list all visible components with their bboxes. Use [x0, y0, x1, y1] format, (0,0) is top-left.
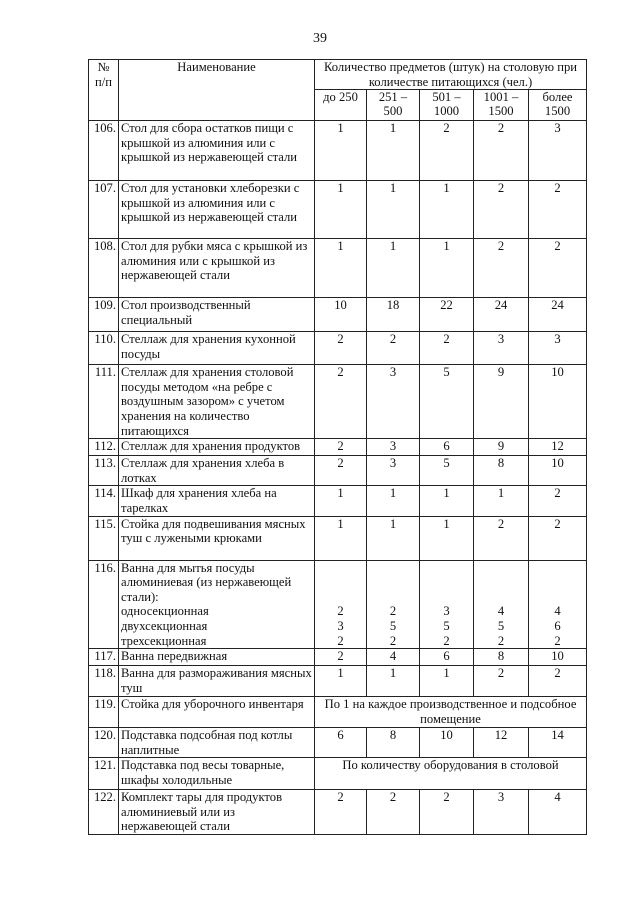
value-cell: 8 — [367, 728, 420, 758]
merged-value: По 1 на каждое производственное и подсобное помещение — [315, 697, 587, 728]
value-sub: 6 — [554, 618, 561, 633]
value-cell: 10 — [529, 365, 587, 439]
row-name: Подставка под весы товарные, шкафы холодильные — [119, 758, 315, 790]
row-number: 121. — [89, 758, 119, 790]
value-cell: 9 — [474, 439, 529, 456]
value-cell: 2 — [474, 239, 529, 298]
value-cell: 12 — [529, 439, 587, 456]
table-row — [89, 758, 587, 790]
table-row — [89, 298, 587, 332]
table-row — [89, 239, 587, 298]
value-cell: 5 — [420, 365, 474, 439]
value-cell: 2 — [420, 121, 474, 181]
row-name: Стеллаж для хранения столовой посуды методом «на ребре с воздушным зазором» с учетом хранения на количество питающихся — [119, 365, 315, 439]
row-name: Стеллаж для хранения продуктов — [119, 439, 315, 456]
row-name: Шкаф для хранения хлеба на тарелках — [119, 486, 315, 516]
value-cell: 12 — [474, 728, 529, 758]
row-number: 118. — [89, 666, 119, 697]
value-sub: 3 — [337, 618, 344, 633]
table-row — [89, 456, 587, 486]
row-name: Ванна передвижная — [119, 649, 315, 666]
value-cell: 1 — [420, 486, 474, 516]
row-name: Подставка подсобная под котлы наплитные — [119, 728, 315, 758]
value-cell: 4 — [367, 649, 420, 666]
value-cell: 2 — [529, 666, 587, 697]
row-name: Стол для установки хлеборезки с крышкой из алюминия или с крышкой из нержавеющей стали — [119, 181, 315, 239]
row-name-main: Ванна для мытья посуды алюминиевая (из нержавеющей стали): — [121, 560, 292, 604]
value-cell: 1 — [420, 181, 474, 239]
value-cell: 3 — [474, 332, 529, 365]
header-row — [89, 60, 587, 90]
value-cell: 24 — [529, 298, 587, 332]
value-cell: 10 — [529, 456, 587, 486]
row-number: 116. — [89, 560, 119, 649]
page-number: 39 — [313, 31, 327, 46]
value-sub: 2 — [389, 633, 397, 648]
table-row — [89, 516, 587, 560]
row-name: Комплект тары для продуктов алюминиевый или из нержавеющей стали — [119, 790, 315, 835]
row-subname: односекционная — [121, 604, 209, 619]
value-cell: 10 — [529, 649, 587, 666]
row-name: Стеллаж для хранения кухонной посуды — [119, 332, 315, 365]
value-cell: 1 — [315, 666, 367, 697]
table-row — [89, 121, 587, 181]
value-cell: 1 — [420, 239, 474, 298]
value-sub: 2 — [443, 633, 450, 648]
row-number: 119. — [89, 697, 119, 728]
table-row — [89, 332, 587, 365]
value-sub: 2 — [497, 633, 505, 648]
value-cell: 1 — [420, 516, 474, 560]
value-cell: 4 — [529, 790, 587, 835]
merged-value: По количеству оборудования в столовой — [315, 758, 587, 790]
value-cell: 22 — [420, 298, 474, 332]
value-cell: 2 — [315, 332, 367, 365]
value-cell — [474, 560, 529, 649]
row-name: Стол производственный специальный — [119, 298, 315, 332]
value-cell: 1 — [315, 516, 367, 560]
value-cell — [315, 560, 367, 649]
value-cell: 2 — [529, 516, 587, 560]
value-cell: 2 — [529, 181, 587, 239]
row-name: Ванна для размораживания мясных туш — [119, 666, 315, 697]
value-cell: 8 — [474, 649, 529, 666]
value-sub: 5 — [443, 618, 450, 633]
value-cell: 1 — [420, 666, 474, 697]
row-number: 114. — [89, 486, 119, 516]
value-cell: 8 — [474, 456, 529, 486]
value-sub: 4 — [497, 604, 505, 619]
value-cell — [420, 560, 474, 649]
value-cell: 3 — [367, 439, 420, 456]
table-row — [89, 365, 587, 439]
row-name: Стеллаж для хранения хлеба в лотках — [119, 456, 315, 486]
table-body — [89, 121, 587, 835]
value-cell: 18 — [367, 298, 420, 332]
row-number: 113. — [89, 456, 119, 486]
row-number: 115. — [89, 516, 119, 560]
table-row — [89, 181, 587, 239]
value-cell: 1 — [367, 239, 420, 298]
row-name: Стол для рубки мяса с крышкой из алюминия или с крышкой из нержавеющей стали — [119, 239, 315, 298]
table-row — [89, 790, 587, 835]
value-cell: 10 — [420, 728, 474, 758]
value-cell: 3 — [367, 456, 420, 486]
value-cell: 2 — [474, 516, 529, 560]
value-cell: 1 — [367, 181, 420, 239]
value-cell: 2 — [474, 181, 529, 239]
value-cell: 1 — [367, 666, 420, 697]
value-sub: 5 — [497, 618, 505, 633]
table-row — [89, 560, 587, 649]
row-number: 120. — [89, 728, 119, 758]
value-cell: 24 — [474, 298, 529, 332]
value-cell: 3 — [474, 790, 529, 835]
value-cell: 1 — [315, 486, 367, 516]
value-cell: 14 — [529, 728, 587, 758]
value-cell: 3 — [367, 365, 420, 439]
row-name — [119, 560, 315, 649]
value-sub: 2 — [337, 633, 344, 648]
row-number: 117. — [89, 649, 119, 666]
value-cell: 2 — [315, 456, 367, 486]
table-row — [89, 439, 587, 456]
value-cell: 1 — [474, 486, 529, 516]
value-cell: 1 — [315, 239, 367, 298]
row-name: Стол для сбора остатков пищи с крышкой из алюминия или с крышкой из нержавеющей стали — [119, 121, 315, 181]
row-number: 108. — [89, 239, 119, 298]
value-cell: 2 — [315, 439, 367, 456]
value-cell: 2 — [474, 666, 529, 697]
value-cell: 2 — [315, 649, 367, 666]
header-col-5: более 1500 — [529, 90, 587, 121]
value-cell: 2 — [420, 332, 474, 365]
value-cell: 1 — [367, 486, 420, 516]
row-number: 112. — [89, 439, 119, 456]
row-subname: трехсекционная — [121, 633, 207, 648]
value-sub: 4 — [554, 604, 561, 619]
value-cell: 3 — [529, 332, 587, 365]
equipment-table — [88, 59, 587, 835]
row-number: 109. — [89, 298, 119, 332]
value-cell: 2 — [367, 790, 420, 835]
value-cell: 1 — [367, 121, 420, 181]
row-number: 107. — [89, 181, 119, 239]
value-sub: 5 — [389, 618, 397, 633]
value-sub: 2 — [389, 604, 397, 619]
value-cell: 2 — [420, 790, 474, 835]
value-cell: 6 — [420, 439, 474, 456]
value-cell: 1 — [367, 516, 420, 560]
value-cell: 5 — [420, 456, 474, 486]
header-col-4: 1001 – 1500 — [474, 90, 529, 121]
value-cell: 1 — [315, 181, 367, 239]
value-sub: 2 — [337, 604, 344, 619]
value-cell: 2 — [315, 790, 367, 835]
table-row — [89, 649, 587, 666]
value-cell: 6 — [420, 649, 474, 666]
row-number: 106. — [89, 121, 119, 181]
value-sub: 3 — [443, 604, 450, 619]
header-col-3: 501 – 1000 — [420, 90, 474, 121]
value-cell: 2 — [474, 121, 529, 181]
table-row — [89, 697, 587, 728]
header-no: № п/п — [89, 60, 119, 121]
row-number: 122. — [89, 790, 119, 835]
value-cell — [367, 560, 420, 649]
value-cell: 10 — [315, 298, 367, 332]
header-col-2: 251 – 500 — [367, 90, 420, 121]
row-name: Стойка для подвешивания мясных туш с лужеными крюками — [119, 516, 315, 560]
table-row — [89, 666, 587, 697]
value-cell: 2 — [315, 365, 367, 439]
value-cell: 2 — [529, 239, 587, 298]
table-row — [89, 728, 587, 758]
header-col-1: до 250 — [315, 90, 367, 121]
table-row — [89, 486, 587, 516]
row-subname: двухсекционная — [121, 618, 208, 633]
value-cell: 2 — [529, 486, 587, 516]
row-number: 111. — [89, 365, 119, 439]
value-cell — [529, 560, 587, 649]
value-sub: 2 — [554, 633, 561, 648]
header-name: Наименование — [119, 60, 315, 121]
header-quantity: Количество предметов (штук) на столовую при количестве питающихся (чел.) — [315, 60, 587, 90]
value-cell: 3 — [529, 121, 587, 181]
value-cell: 2 — [367, 332, 420, 365]
value-cell: 6 — [315, 728, 367, 758]
row-name: Стойка для уборочного инвентаря — [119, 697, 315, 728]
row-number: 110. — [89, 332, 119, 365]
value-cell: 1 — [315, 121, 367, 181]
value-cell: 9 — [474, 365, 529, 439]
